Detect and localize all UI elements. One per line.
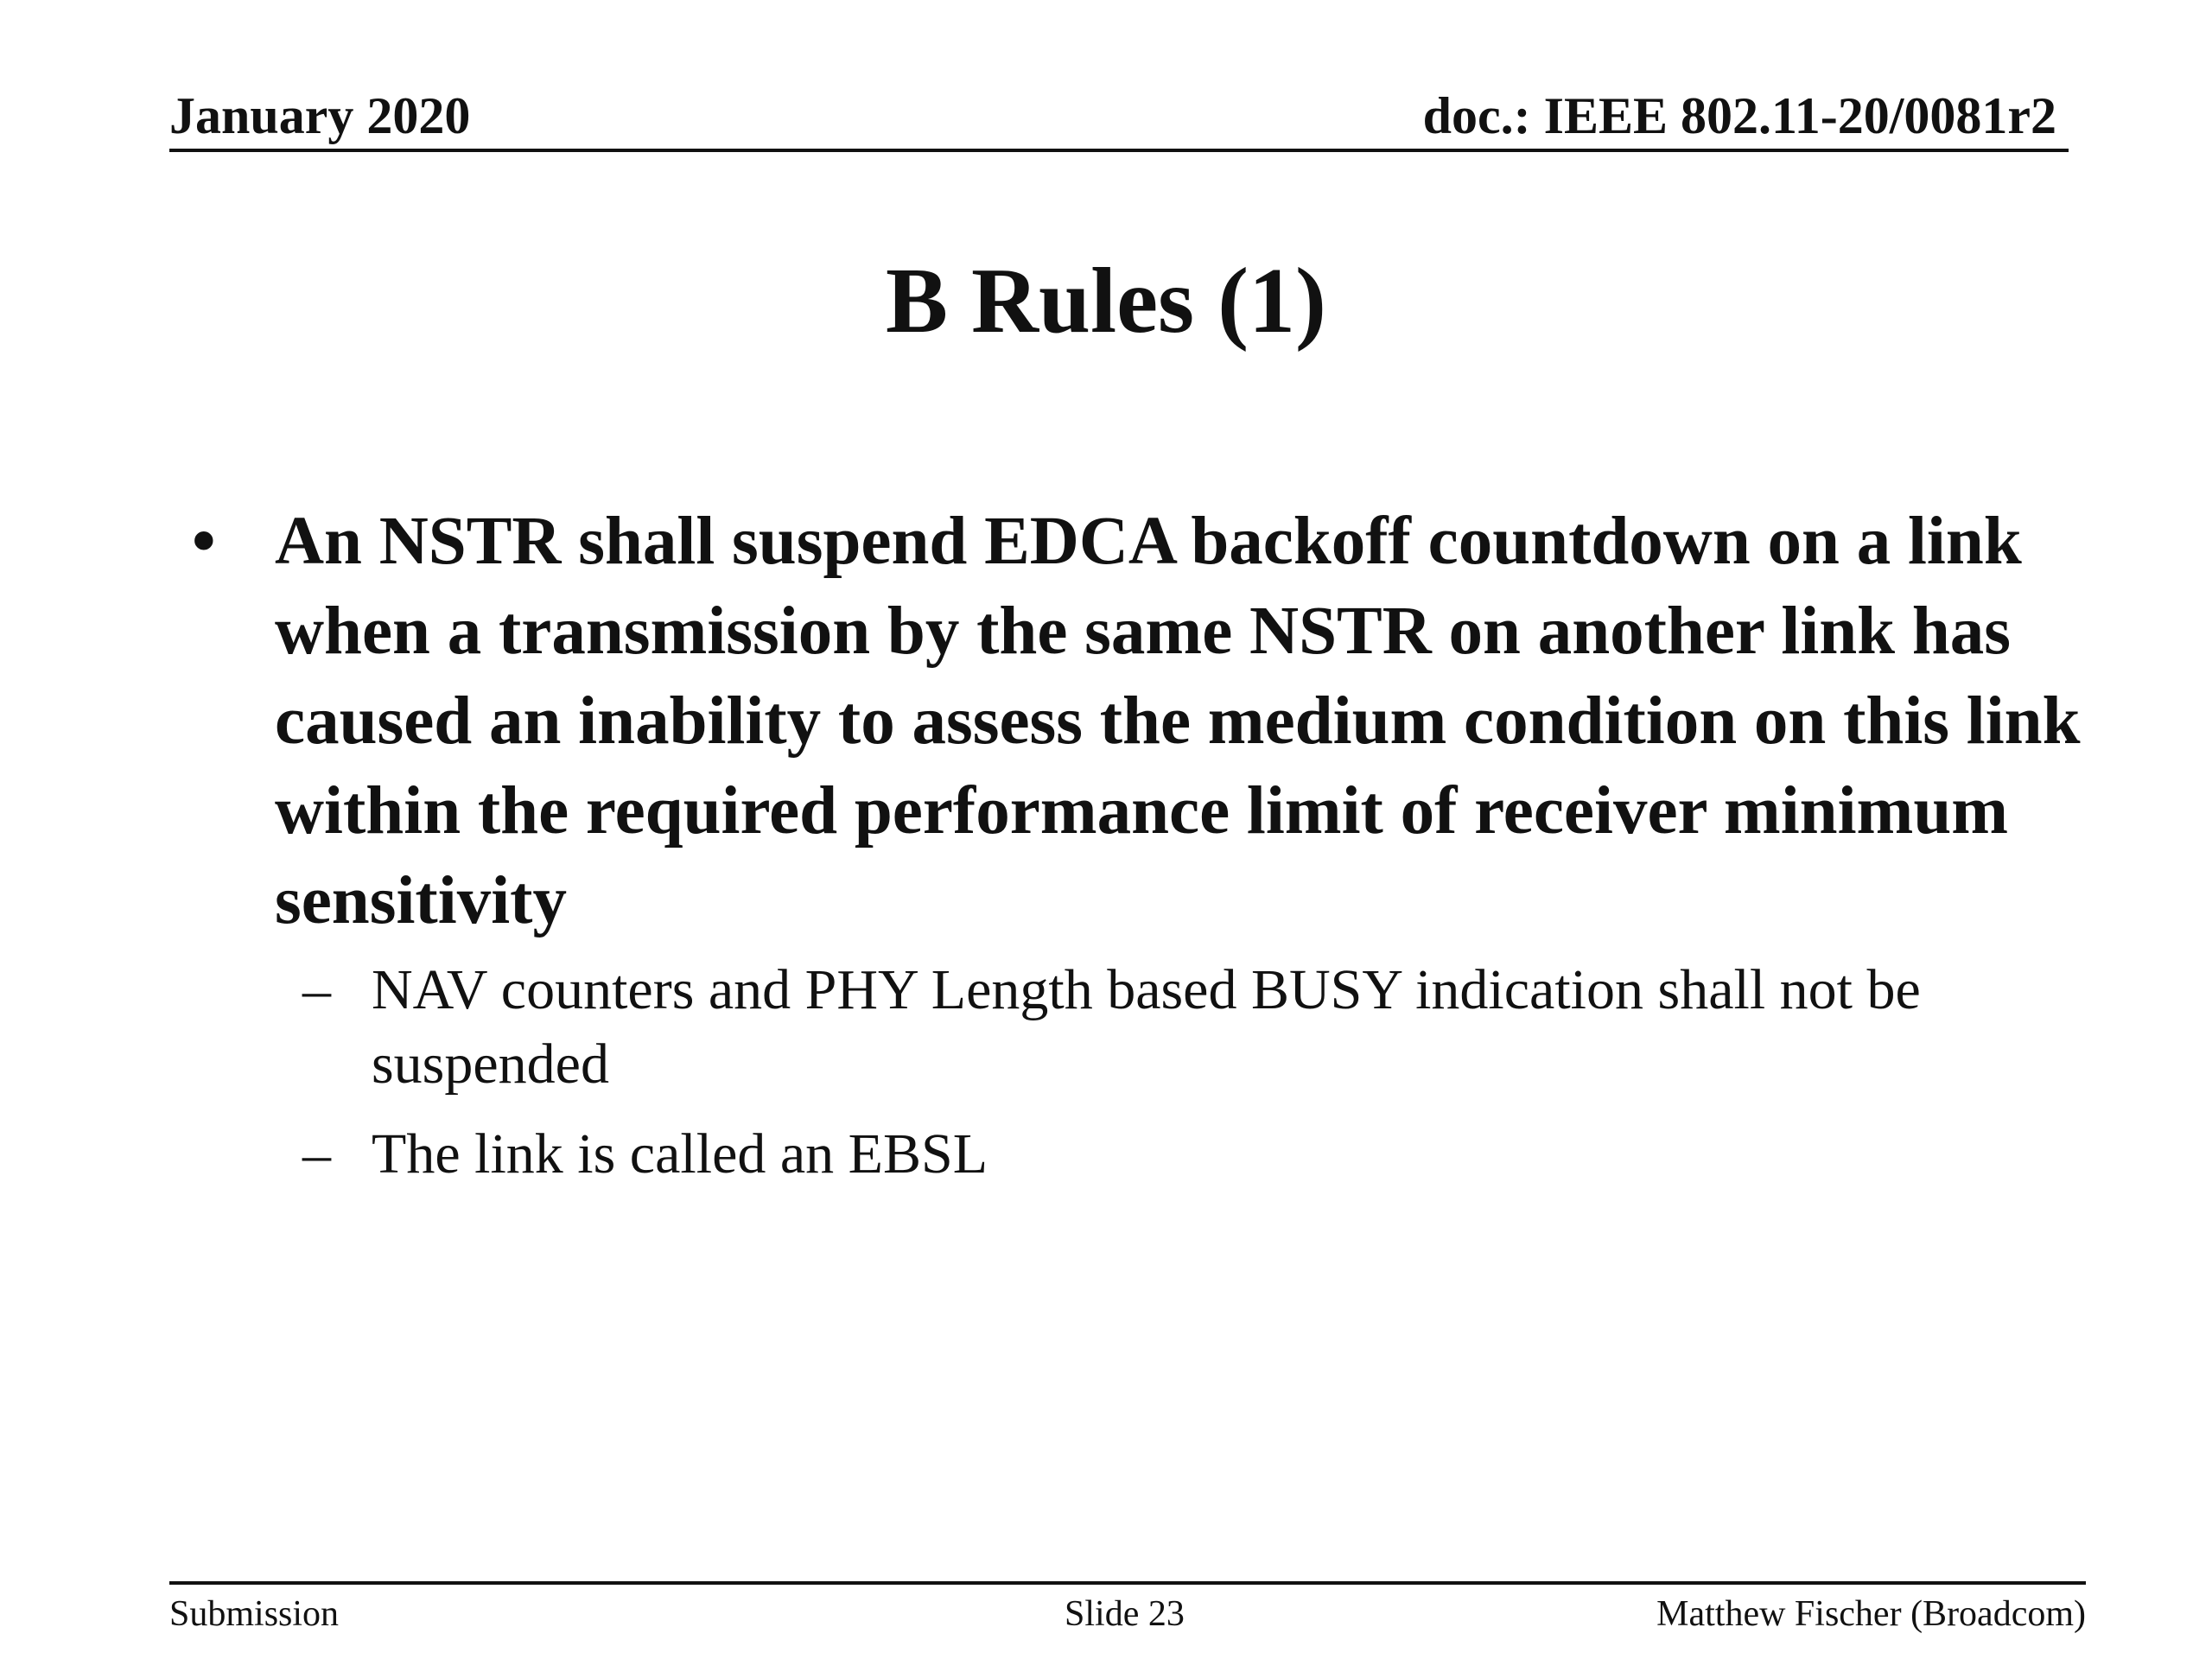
slide-header [169, 83, 2069, 152]
footer-slide-number: Slide 23 [1065, 1594, 1185, 1634]
footer-submission: Submission [169, 1594, 340, 1634]
header-date: January 2020 [169, 87, 471, 144]
sub-bullet-item [181, 1117, 2082, 1192]
header-doc-id: doc.: IEEE 802.11-20/0081r2 [1422, 87, 2056, 144]
footer-author: Matthew Fischer (Broadcom) [1656, 1594, 2086, 1634]
bullet-text: An NSTR shall suspend EDCA backoff countdown on a link when a transmission by the same NSTR on another link has caused an inability to assess the medium condition on this link within the required performance limit of receiver minimum sensitivity [275, 504, 2081, 938]
sub-bullet-item [181, 953, 2082, 1102]
slide-body [181, 497, 2082, 1207]
sub-bullet-text: The link is called an EBSL [372, 1122, 988, 1185]
slide-footer [169, 1581, 2086, 1637]
sub-bullet-text: NAV counters and PHY Length based BUSY indication shall not be suspended [372, 958, 1921, 1096]
sub-bullet-list [181, 953, 2082, 1192]
bullet-marker: • [192, 504, 216, 579]
slide-title: B Rules (1) [886, 250, 1326, 353]
bullet-item [181, 497, 2082, 946]
sub-bullet-marker: – [302, 958, 331, 1021]
sub-bullet-marker: – [302, 1122, 331, 1185]
